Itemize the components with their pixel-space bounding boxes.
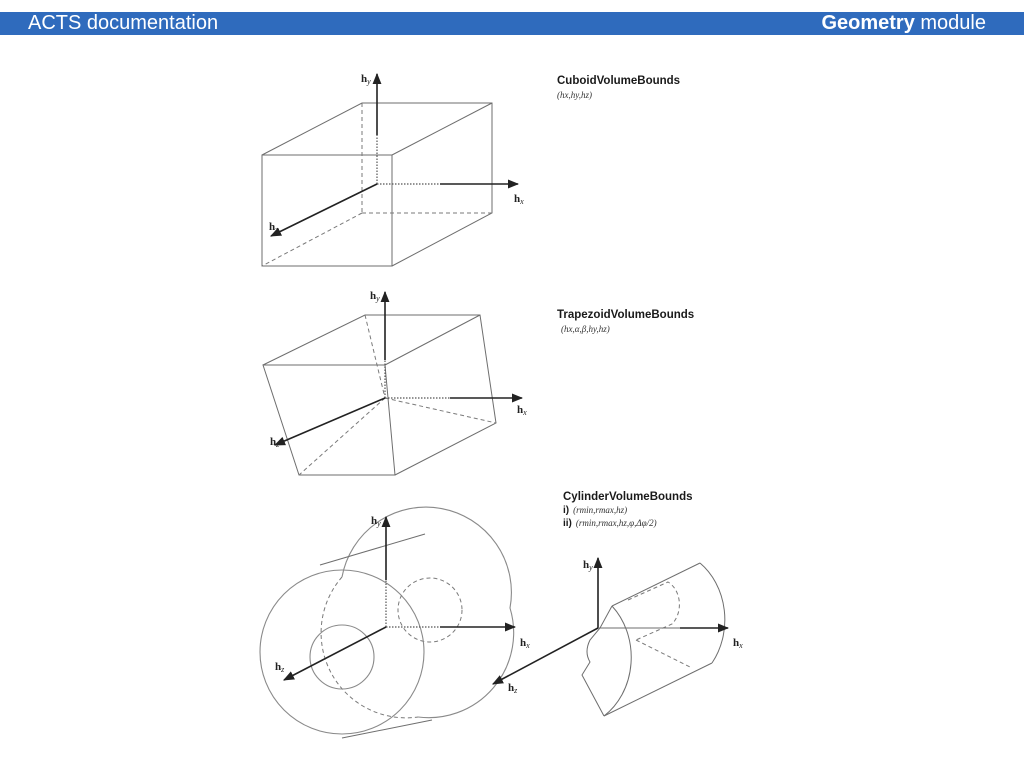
cylinder-x-label: hx (520, 637, 530, 650)
cylinder-front-inner-circle (310, 625, 374, 689)
cylinder-back-outer-circle (342, 507, 514, 718)
module-title-bold: Geometry (821, 12, 915, 34)
trapezoid-hidden-edge (385, 398, 496, 423)
cylinder-z-label: hz (275, 661, 285, 674)
cylinder-option-2 (563, 518, 693, 529)
trapezoid-params: (hx,α,β,hy,hz) (561, 324, 610, 334)
cylinder-option-1-params: (rmin,rmax,hz) (573, 505, 628, 515)
cylinder-bottom-line (342, 720, 432, 738)
cuboid-params: (hx,hy,hz) (557, 90, 592, 100)
cylinder-option-2-params: (rmin,rmax,hz,φ,Δφ/2) (575, 518, 657, 528)
cylinder-option-1-label: i) (563, 505, 570, 516)
cylinder-front-outer-circle (260, 570, 424, 734)
cylinder-sector-figure (493, 558, 743, 716)
cuboid-hidden-edge (262, 213, 362, 266)
trapezoid-title: TrapezoidVolumeBounds (557, 309, 695, 321)
sector-hidden-line (636, 640, 690, 667)
module-title-rest: module (914, 12, 986, 34)
trapezoid-y-label: hy (370, 290, 380, 303)
cuboid-label (557, 75, 680, 100)
cuboid-front-face (262, 155, 392, 266)
cuboid-y-label: hy (361, 73, 371, 86)
sector-bottom-edge (604, 663, 712, 716)
cuboid-edge (392, 103, 492, 155)
sector-front-arc (604, 606, 631, 716)
sector-x-label: hx (733, 637, 743, 650)
cylinder-top-line (320, 534, 425, 565)
cylinder-title: CylinderVolumeBounds (563, 491, 693, 503)
trapezoid-hidden-edge (299, 398, 385, 475)
cylinder-back-inner-circle (398, 578, 462, 642)
cuboid-x-label: hx (514, 193, 524, 206)
trapezoid-edge (385, 315, 480, 365)
trapezoid-hidden-edge (365, 315, 385, 398)
cylinder-option-1 (563, 505, 693, 516)
sector-back-arc (700, 563, 725, 663)
cylinder-y-label: hy (371, 515, 381, 528)
trapezoid-outer-edges (263, 315, 496, 475)
sector-z-label: hz (508, 682, 518, 695)
cuboid-z-axis-arrow (271, 184, 377, 236)
sector-inner-face (582, 606, 612, 716)
sector-top-edge (612, 563, 700, 606)
cuboid-figure (262, 73, 524, 266)
cuboid-z-label: hz (269, 221, 279, 234)
cylinder-figure (260, 507, 530, 738)
cylinder-label (563, 491, 693, 529)
sector-inner-hidden (628, 582, 679, 640)
cuboid-title: CuboidVolumeBounds (557, 75, 681, 87)
trapezoid-label (557, 309, 694, 334)
cylinder-option-2-label: ii) (563, 518, 572, 529)
sector-y-label: hy (583, 559, 593, 572)
trapezoid-z-label: hz (270, 436, 280, 449)
trapezoid-figure (263, 290, 527, 475)
trapezoid-front-face (263, 365, 395, 475)
trapezoid-z-axis-arrow (275, 398, 385, 445)
doc-title: ACTS documentation (28, 12, 219, 34)
trapezoid-x-label: hx (517, 404, 527, 417)
